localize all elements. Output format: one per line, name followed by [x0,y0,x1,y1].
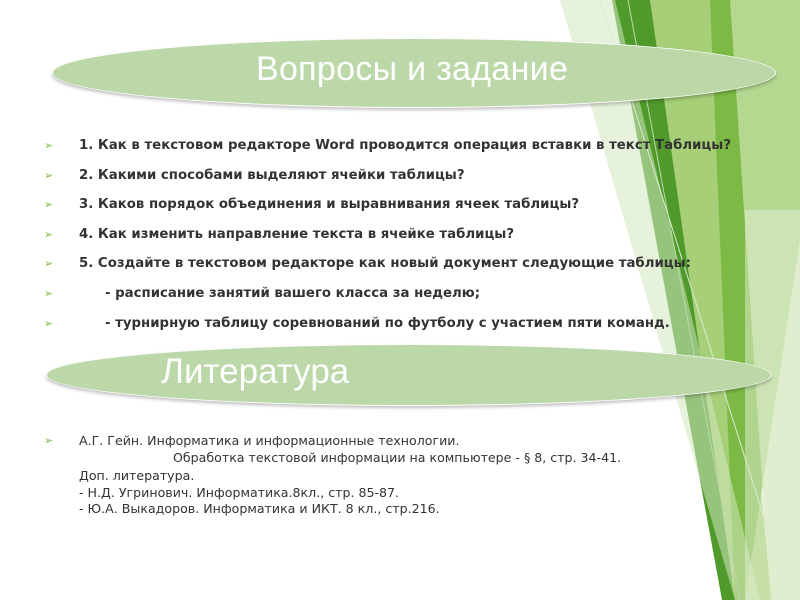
arrow-bullet-icon: ➢ [44,434,54,447]
arrow-bullet-icon: ➢ [44,139,54,152]
reference-line: Доп. литература. [79,468,195,483]
reference-line: Обработка текстовой информации на компьютере - § 8, стр. 34-41. [173,450,622,465]
question-text: - турнирную таблицу соревнований по футболу с участием пяти команд. [105,315,670,331]
reference-line: - Н.Д. Угринович. Информатика.8кл., стр. 85-87. [79,485,400,500]
reference-line: - Ю.А. Выкадоров. Информатика и ИКТ. 8 кл., стр.216. [79,501,440,516]
arrow-bullet-icon: ➢ [44,286,54,300]
arrow-bullet-icon: ➢ [44,257,54,271]
arrow-bullet-icon: ➢ [44,168,54,182]
arrow-bullet-icon: ➢ [44,227,54,241]
question-text: - расписание занятий вашего класса за неделю; [105,285,481,301]
question-text: 2. Какими способами выделяют ячейки таблицы? [79,167,465,183]
question-text: 3. Каков порядок объединения и выравнивания ячеек таблицы? [79,197,580,213]
arrow-bullet-icon: ➢ [44,316,54,330]
question-text: 1. Как в текстовом редакторе Word проводится операция вставки в текст Таблицы? [79,138,732,153]
question-text: 5. Создайте в текстовом редакторе как новый документ следующие таблицы: [79,256,691,272]
question-text: 4. Как изменить направление текста в ячейке таблицы? [79,226,515,242]
reference-line: А.Г. Гейн. Информатика и информационные технологии. [79,433,460,448]
slide-title: Вопросы и задание [256,50,569,88]
literature-heading: Литература [161,352,350,391]
arrow-bullet-icon: ➢ [44,198,54,212]
stripe-pale-3 [745,210,800,600]
literature-ellipse [46,344,772,406]
